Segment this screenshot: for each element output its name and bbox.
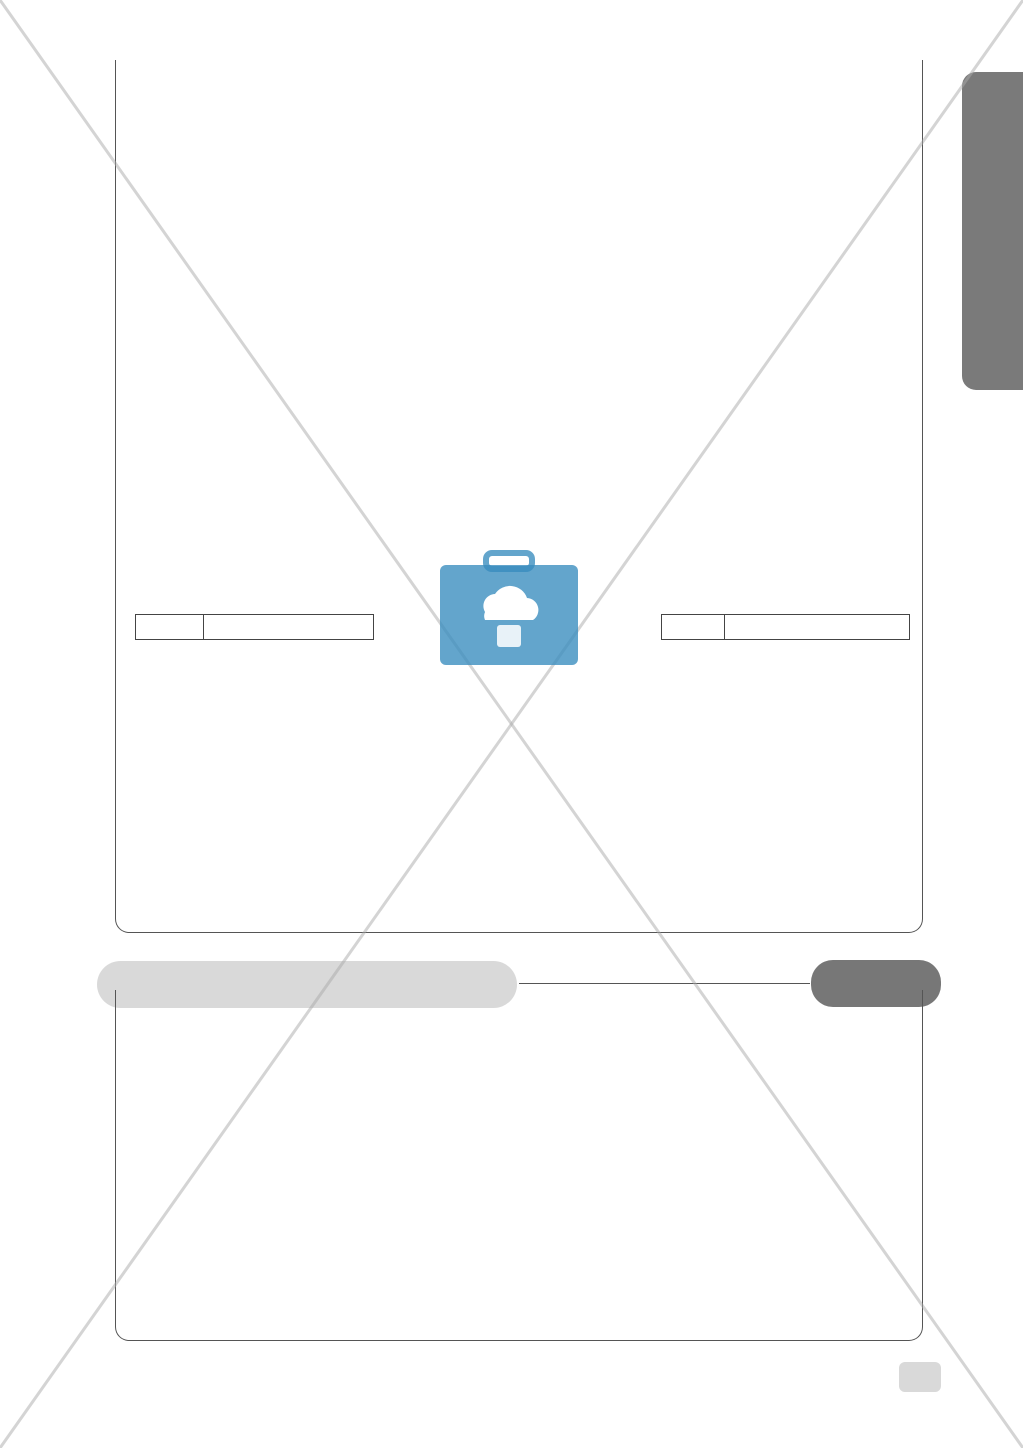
task-box-2 — [115, 990, 923, 1341]
table-a-head-x — [136, 615, 204, 640]
value-table-b — [661, 614, 910, 640]
page-number — [899, 1362, 941, 1392]
parabola-graph — [158, 122, 900, 572]
separator-line — [519, 983, 810, 984]
mini-graph — [384, 614, 654, 912]
table-b-head-x — [662, 615, 725, 640]
loesungen-tab — [962, 72, 1023, 390]
value-table-a — [135, 614, 374, 640]
table-b-head-f — [725, 615, 910, 640]
table-a-head-f — [204, 615, 374, 640]
